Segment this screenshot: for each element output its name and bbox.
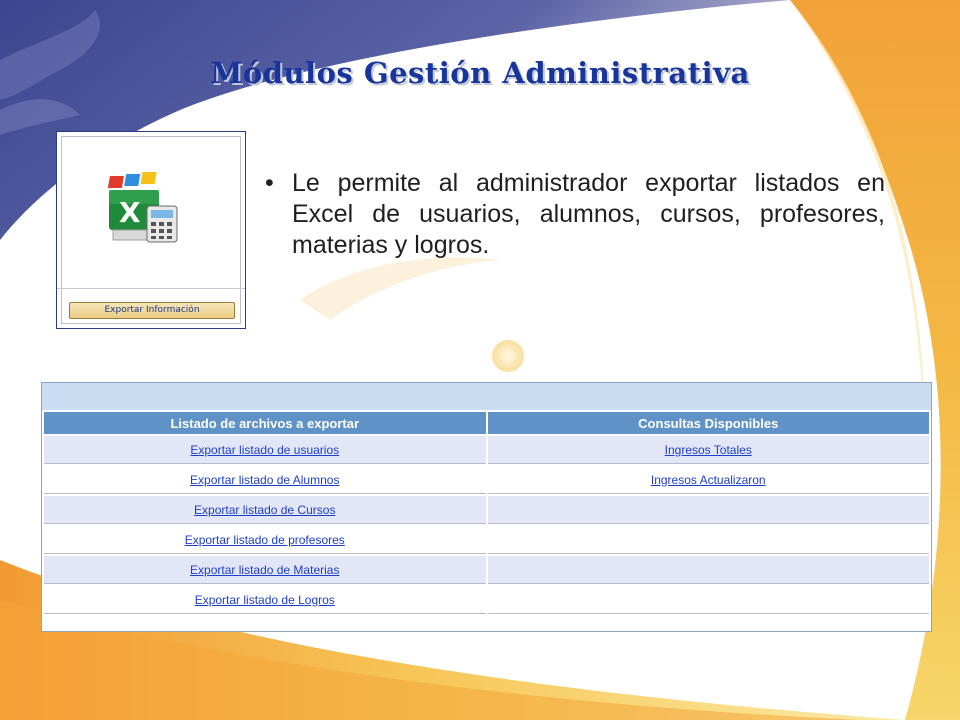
export-information-button[interactable]: Exportar Información <box>69 302 235 319</box>
bullet-point <box>265 168 885 261</box>
export-teachers-link[interactable]: Exportar listado de profesores <box>184 532 345 547</box>
table-row <box>44 466 929 494</box>
table-row <box>44 586 929 614</box>
column-header-available-queries: Consultas Disponibles <box>488 412 930 434</box>
table-cell-empty <box>488 496 930 524</box>
table-cell <box>44 496 486 524</box>
export-students-link[interactable]: Exportar listado de Alumnos <box>190 472 340 487</box>
export-table <box>42 410 931 616</box>
table-header-row <box>44 412 929 434</box>
export-users-link[interactable]: Exportar listado de usuarios <box>190 442 340 457</box>
column-header-export-files: Listado de archivos a exportar <box>44 412 486 434</box>
thumbnail-divider <box>57 288 245 289</box>
table-cell <box>44 466 486 494</box>
table-cell <box>44 436 486 464</box>
bullet-text: Le permite al administrador exportar listados en Excel de usuarios, alumnos, cursos, profesores, materias y logros. <box>292 169 885 259</box>
table-cell <box>488 436 930 464</box>
table-row <box>44 436 929 464</box>
excel-export-icon <box>105 170 185 246</box>
table-cell-empty <box>488 556 930 584</box>
slide-title: Módulos Gestión Administrativa <box>210 56 750 90</box>
updated-entries-link[interactable]: Ingresos Actualizaron <box>650 472 766 487</box>
table-cell <box>488 466 930 494</box>
table-cell-empty <box>488 526 930 554</box>
table-row <box>44 556 929 584</box>
table-cell <box>44 526 486 554</box>
table-cell-empty <box>488 586 930 614</box>
svg-text:X: X <box>119 196 141 229</box>
export-courses-link[interactable]: Exportar listado de Cursos <box>194 502 336 517</box>
panel-header-bar <box>42 383 931 410</box>
export-thumbnail <box>56 131 246 329</box>
table-row <box>44 526 929 554</box>
table-cell <box>44 556 486 584</box>
table-row <box>44 496 929 524</box>
export-achievements-link[interactable]: Exportar listado de Logros <box>194 592 335 607</box>
bullet-marker: • <box>265 169 274 197</box>
table-cell <box>44 586 486 614</box>
total-entries-link[interactable]: Ingresos Totales <box>664 442 752 457</box>
export-subjects-link[interactable]: Exportar listado de Materias <box>190 562 340 577</box>
export-panel <box>41 382 932 632</box>
